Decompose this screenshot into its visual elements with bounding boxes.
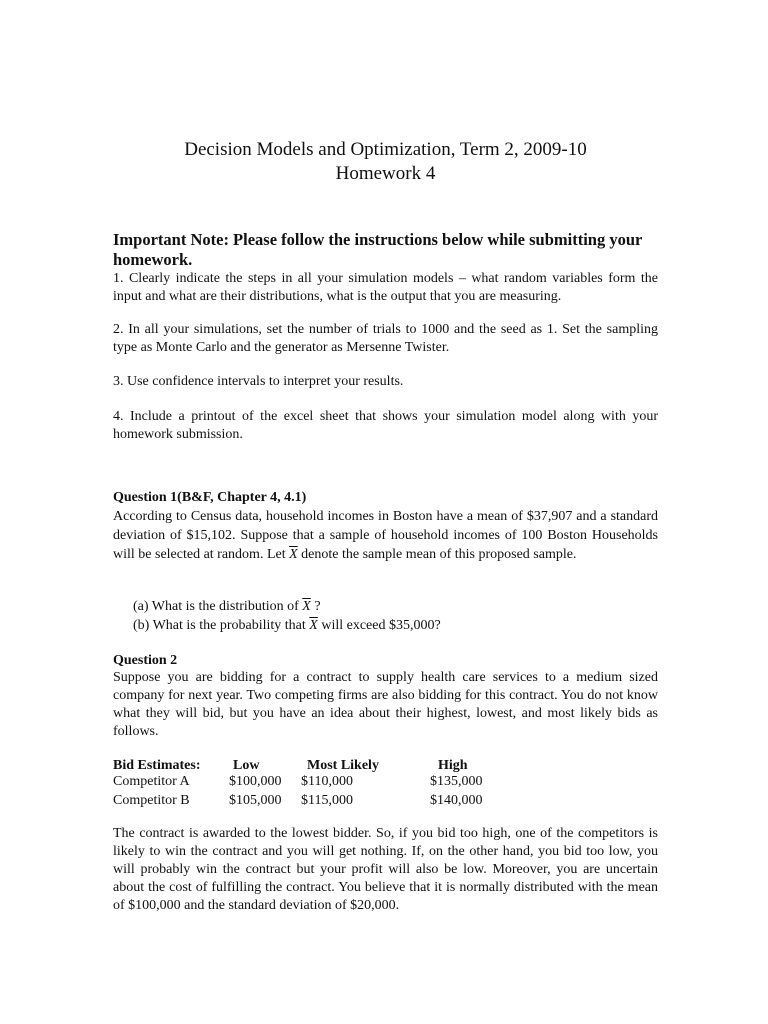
part-b-end: will exceed $35,000? <box>321 618 441 633</box>
question-1-text-a: According to Census data, household incomes in Boston have a mean of $37,907 and a standard deviation of $15,102. Suppose that a sample of household incomes of 100 Boston Households will be selected at random. Let <box>113 509 658 562</box>
table-header-high: High <box>438 758 468 773</box>
table-cell: $105,000 <box>229 793 282 808</box>
table-cell: $110,000 <box>301 774 353 789</box>
part-b-text: (b) What is the probability that <box>133 618 306 633</box>
sample-mean-symbol: $\overline{X}$ <box>309 618 318 633</box>
part-a-end: ? <box>314 599 321 614</box>
instruction-1: 1. Clearly indicate the steps in all your simulation models – what random variables form the input and what are their distributions, what is the output that you are measuring. <box>113 271 658 304</box>
table-cell: $115,000 <box>301 793 353 808</box>
question-1-heading: Question 1(B&F, Chapter 4, 4.1) <box>113 490 307 505</box>
sample-mean-symbol: $\overline{X}$ <box>302 599 311 614</box>
question-2-heading: Question 2 <box>113 653 178 668</box>
instruction-2: 2. In all your simulations, set the number of trials to 1000 and the seed as 1. Set the sampling type as Monte Carlo and the generator as Mersenne Twister. <box>113 322 658 355</box>
table-header-low: Low <box>233 758 260 773</box>
table-cell: $100,000 <box>229 774 282 789</box>
table-cell: Competitor B <box>113 793 190 808</box>
question-1-part-b <box>133 617 441 635</box>
question-2-closing: The contract is awarded to the lowest bidder. So, if you bid too high, one of the competitors is likely to win the contract and you will get nothing. If, on the other hand, you bid too low, you will probably win the contract but your profit will also be low. Moreover, you are uncertain about the cost of fulfilling the contract. You believe that it is normally distributed with the mean of $100,000 and the standard deviation of $20,000. <box>113 826 658 913</box>
question-1-body <box>113 507 658 564</box>
table-cell: $135,000 <box>430 774 483 789</box>
question-1-part-a <box>133 598 321 616</box>
part-a-text: (a) What is the distribution of <box>133 599 299 614</box>
table-header-most-likely: Most Likely <box>307 758 379 773</box>
question-2-body: Suppose you are bidding for a contract to supply health care services to a medium sized company for next year. Two competing firms are also bidding for this contract. You do not know what they will bid, but you have an idea about their highest, lowest, and most likely bids as follows. <box>113 670 658 739</box>
document-title: Decision Models and Optimization, Term 2, 2009-10 <box>184 139 587 160</box>
document-subtitle: Homework 4 <box>335 163 436 184</box>
important-note-heading: Important Note: Please follow the instructions below while submitting your homework. <box>113 230 643 269</box>
table-header-bid-estimates: Bid Estimates: <box>113 758 201 773</box>
instruction-3: 3. Use confidence intervals to interpret your results. <box>113 374 404 389</box>
question-1-text-b: denote the sample mean of this proposed sample. <box>301 547 577 562</box>
table-cell: $140,000 <box>430 793 483 808</box>
table-cell: Competitor A <box>113 774 190 789</box>
sample-mean-symbol: $\overline{X}$ <box>289 547 298 562</box>
instruction-4: 4. Include a printout of the excel sheet that shows your simulation model along with your homework submission. <box>113 409 658 442</box>
